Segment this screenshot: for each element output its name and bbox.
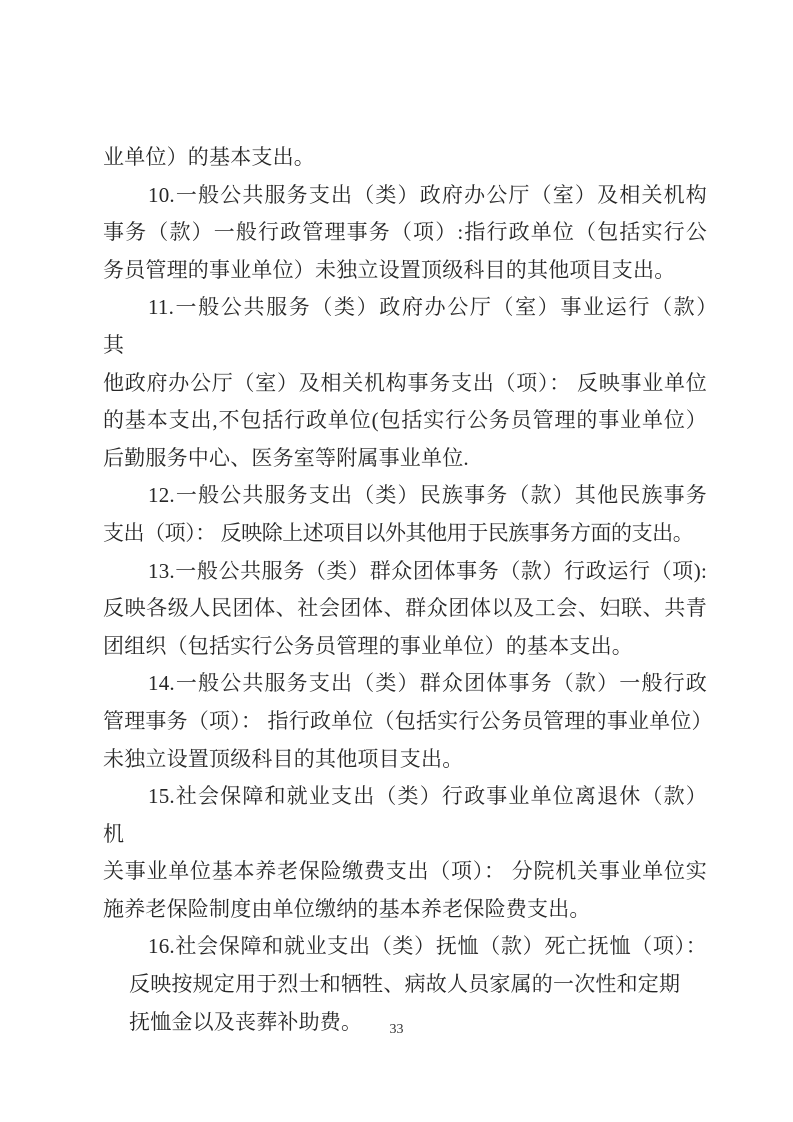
text-line: 反映按规定用于烈士和牺牲、病故人员家属的一次性和定期 [129, 972, 681, 997]
text-line: 12.一般公共服务支出（类）民族事务（款）其他民族事务 [148, 483, 707, 508]
document-body [103, 139, 734, 1041]
text-line: 关事业单位基本养老保险缴费支出（项）： 分院机关事业单位实 [103, 859, 707, 884]
text-line: 事务（款）一般行政管理事务（项）:指行政单位（包括实行公 [103, 220, 707, 245]
text-line: 抚恤金以及丧葬补助费。 [129, 1009, 363, 1034]
text-line: 15.社会保障和就业支出（类）行政事业单位离退休（款） 机 [103, 784, 707, 846]
text-line: 团组织（包括实行公务员管理的事业单位）的基本支出。 [103, 633, 633, 658]
text-line: 支出（项）： 反映除上述项目以外其他用于民族事务方面的支出。 [103, 520, 694, 545]
text-line: 管理事务（项）： 指行政单位（包括实行公务员管理的事业单位） [103, 708, 713, 733]
text-line: 未独立设置顶级科目的其他项目支出。 [103, 746, 464, 771]
text-line: 施养老保险制度由单位缴纳的基本养老保险费支出。 [103, 896, 591, 921]
page-number: 33 [389, 1022, 404, 1037]
text-line: 后勤服务中心、医务室等附属事业单位. [103, 445, 469, 470]
text-line: 的基本支出,不包括行政单位(包括实行公务员管理的事业单位） [103, 408, 707, 433]
text-line: 11.一般公共服务（类）政府办公厅（室）事业运行（款） 其 [103, 295, 734, 357]
text-line: 13.一般公共服务（类）群众团体事务（款）行政运行（项): [148, 558, 707, 583]
text-line: 14.一般公共服务支出（类）群众团体事务（款）一般行政 [148, 671, 707, 696]
text-line: 10.一般公共服务支出（类）政府办公厅（室）及相关机构 [148, 182, 707, 207]
text-line: 他政府办公厅（室）及相关机构事务支出（项）： 反映事业单位 [103, 370, 707, 395]
text-line: 反映各级人民团体、社会团体、群众团体以及工会、妇联、共青 [103, 596, 707, 621]
text-line: 务员管理的事业单位）未独立设置顶级科目的其他项目支出。 [103, 257, 676, 282]
text-line: 16.社会保障和就业支出（类）抚恤（款）死亡抚恤（项）： [148, 934, 707, 959]
text-line: 业单位）的基本支出。 [103, 145, 315, 169]
